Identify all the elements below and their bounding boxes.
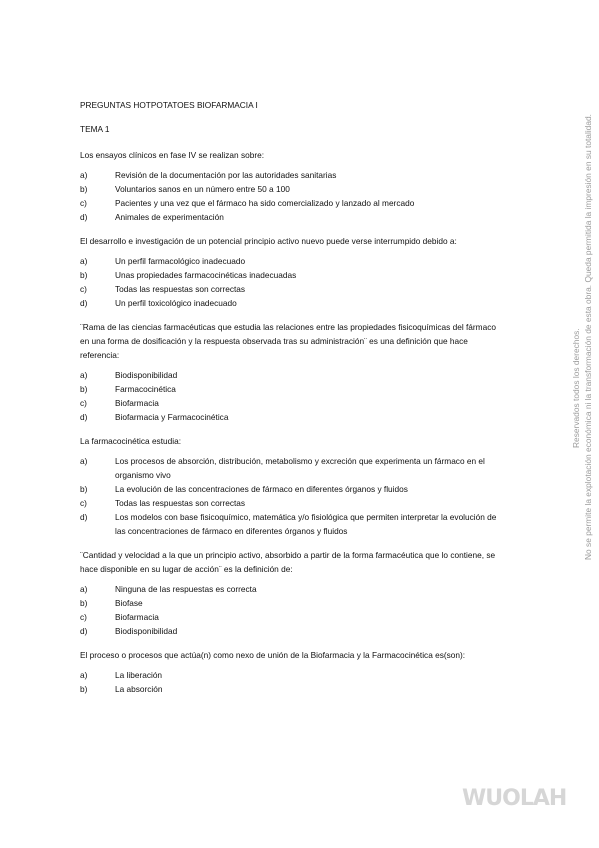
option-text: Biofarmacia (115, 612, 159, 622)
question-text: El proceso o procesos que actúa(n) como nexo de unión de la Biofarmacia y la Farmacocinética es(son): (80, 650, 466, 660)
option-text: Farmacocinética (115, 384, 176, 394)
option-text: Los procesos de absorción, distribución, metabolismo y excreción que experimenta un fármaco en el organismo vivo (115, 456, 485, 480)
option-item (80, 396, 500, 410)
option-item (80, 368, 500, 382)
option-text: La liberación (115, 670, 163, 680)
option-text: Biodisponibilidad (115, 626, 178, 636)
option-letter: c) (80, 398, 87, 408)
option-text: Un perfil toxicológico inadecuado (115, 298, 237, 308)
option-letter: a) (80, 170, 88, 180)
option-item (80, 182, 500, 196)
option-letter: d) (80, 626, 88, 636)
document-body (80, 98, 500, 706)
option-text: Biofase (115, 598, 143, 608)
option-letter: a) (80, 584, 88, 594)
option-letter: b) (80, 270, 88, 280)
question-2 (80, 234, 500, 310)
rights-notice-line-2: No se permite la explotación económica ni la transformación de esta obra. Queda permitida la impresión en su totalidad. (583, 114, 593, 560)
option-item (80, 254, 500, 268)
option-text: Biofarmacia y Farmacocinética (115, 412, 229, 422)
option-item (80, 168, 500, 182)
option-letter: b) (80, 184, 88, 194)
options-list (80, 368, 500, 424)
options-list (80, 454, 500, 538)
question-text: ¨Rama de las ciencias farmacéuticas que estudia las relaciones entre las propiedades fisicoquímicas del fármaco en una forma de dosificación y la respuesta observada tras su administración¨ es una definición que hace referencia: (80, 322, 496, 360)
option-text: Pacientes y una vez que el fármaco ha sido comercializado y lanzado al mercado (115, 198, 415, 208)
option-letter: a) (80, 256, 88, 266)
option-letter: c) (80, 198, 87, 208)
option-letter: a) (80, 456, 88, 466)
question-text: Los ensayos clínicos en fase IV se realizan sobre: (80, 150, 265, 160)
option-letter: c) (80, 284, 87, 294)
question-4 (80, 434, 500, 538)
option-text: Biodisponibilidad (115, 370, 178, 380)
question-5 (80, 548, 500, 638)
option-text: Biofarmacia (115, 398, 159, 408)
question-text: ¨Cantidad y velocidad a la que un principio activo, absorbido a partir de la forma farmacéutica que lo contiene, se hace disponible en su lugar de acción¨ es la definición de: (80, 550, 496, 574)
option-letter: d) (80, 298, 88, 308)
option-text: Unas propiedades farmacocinéticas inadecuadas (115, 270, 297, 280)
question-text: La farmacocinética estudia: (80, 436, 182, 446)
option-text: Voluntarios sanos en un número entre 50 a 100 (115, 184, 290, 194)
wuolah-logo: WUOLAH (462, 786, 567, 811)
option-item (80, 382, 500, 396)
options-list (80, 168, 500, 224)
option-text: Revisión de la documentación por las autoridades sanitarias (115, 170, 337, 180)
option-text: Animales de experimentación (115, 212, 224, 222)
document-header: PREGUNTAS HOTPOTATOES BIOFARMACIA I (80, 100, 258, 110)
question-3 (80, 320, 500, 424)
option-item (80, 482, 500, 496)
option-letter: d) (80, 412, 88, 422)
option-letter: b) (80, 684, 88, 694)
option-item (80, 510, 500, 538)
option-text: La absorción (115, 684, 163, 694)
question-6 (80, 648, 500, 696)
option-item (80, 454, 500, 482)
option-item (80, 296, 500, 310)
option-item (80, 410, 500, 424)
option-text: Ninguna de las respuestas es correcta (115, 584, 257, 594)
option-letter: d) (80, 512, 88, 522)
option-letter: b) (80, 484, 88, 494)
question-1 (80, 148, 500, 224)
option-letter: a) (80, 670, 88, 680)
options-list (80, 582, 500, 638)
option-text: Todas las respuestas son correctas (115, 284, 246, 294)
option-item (80, 582, 500, 596)
option-item (80, 196, 500, 210)
option-item (80, 610, 500, 624)
option-item (80, 596, 500, 610)
option-text: Un perfil farmacológico inadecuado (115, 256, 246, 266)
options-list (80, 254, 500, 310)
option-item (80, 210, 500, 224)
topic-title: TEMA 1 (80, 124, 110, 134)
option-text: Los modelos con base fisicoquímico, matemática y/o fisiológica que permiten interpretar la evolución de las concentraciones de fármaco en diferentes órganos y fluidos (115, 512, 497, 536)
option-letter: c) (80, 498, 87, 508)
options-list (80, 668, 500, 696)
option-item (80, 268, 500, 282)
option-letter: b) (80, 598, 88, 608)
option-item (80, 282, 500, 296)
option-letter: b) (80, 384, 88, 394)
option-item (80, 496, 500, 510)
option-item (80, 668, 500, 682)
rights-notice-line-1: Reservados todos los derechos. (571, 328, 581, 448)
option-letter: c) (80, 612, 87, 622)
option-item (80, 624, 500, 638)
option-text: Todas las respuestas son correctas (115, 498, 246, 508)
option-item (80, 682, 500, 696)
option-letter: a) (80, 370, 88, 380)
question-text: El desarrollo e investigación de un potencial principio activo nuevo puede verse interrumpido debido a: (80, 236, 457, 246)
option-letter: d) (80, 212, 88, 222)
option-text: La evolución de las concentraciones de fármaco en diferentes órganos y fluidos (115, 484, 408, 494)
